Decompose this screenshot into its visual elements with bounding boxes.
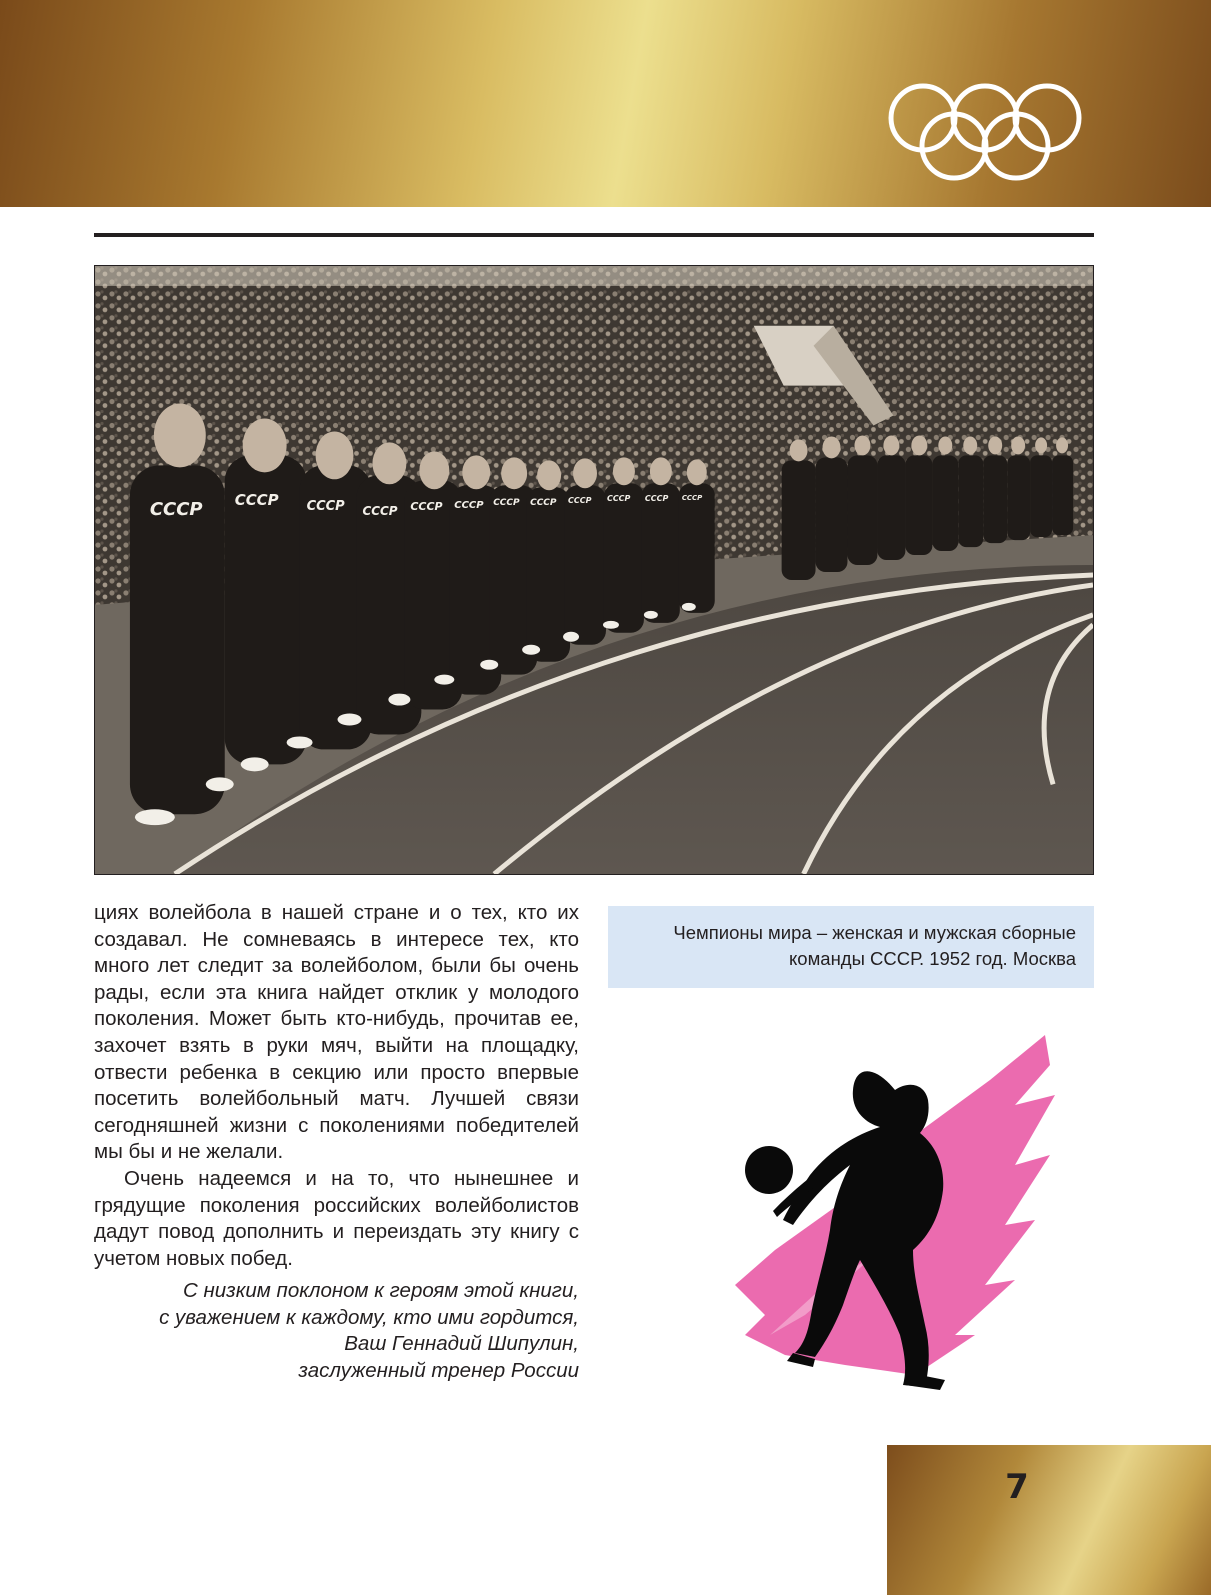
- jersey-label: СССР: [606, 494, 631, 504]
- jersey-label: СССР: [234, 491, 279, 510]
- author-signature: [94, 1278, 579, 1384]
- photo-caption: [608, 906, 1094, 988]
- jersey-label: СССР: [681, 494, 703, 503]
- jersey-label: СССР: [149, 499, 203, 521]
- jersey-label: СССР: [530, 498, 557, 509]
- ussr-team-parade-photo: [95, 266, 1093, 874]
- page-number-tab: [887, 1445, 1211, 1595]
- caption-line-1: Чемпионы мира – женская и мужская сборные: [673, 922, 1076, 943]
- olympic-rings-icon: [885, 82, 1085, 182]
- jersey-label: СССР: [410, 500, 443, 514]
- jersey-label: СССР: [568, 496, 592, 506]
- jersey-label: СССР: [644, 494, 669, 504]
- jersey-label: СССР: [362, 504, 398, 519]
- signature-line-1: С низким поклоном к героям этой книги,: [183, 1279, 579, 1302]
- body-text: [94, 900, 579, 1272]
- caption-line-2: команды СССР. 1952 год. Москва: [788, 948, 1076, 969]
- header-rule: [94, 233, 1094, 237]
- jersey-label: СССР: [454, 500, 484, 512]
- signature-line-2: с уважением к каждому, кто ими гордится,: [159, 1305, 579, 1329]
- signature-line-4: заслуженный тренер России: [298, 1358, 579, 1382]
- body-paragraph-1: циях волейбола в нашей стране и о тех, кто их создавал. Не сомневаясь в интересе тех, кто много лет следит за волейболом, были бы очень рады, если эта книга найдет отклик у молодого поколения. Может быть кто-нибудь, прочитав ее, захочет взять в руки мяч, выйти на площадку, отвести ребенка в секцию или просто впервые посетить волейбольный матч. Лучшей связи сегодняшней жизни с поколениями победителей мы бы и не желали.: [94, 901, 579, 1164]
- jersey-label: СССР: [493, 498, 520, 509]
- volleyball-player-silhouette-icon: [715, 1035, 1075, 1415]
- signature-line-3: Ваш Геннадий Шипулин,: [344, 1332, 579, 1356]
- body-paragraph-2: Очень надеемся и на то, что нынешнее и грядущие поколения российских волейболистов дадут повод дополнить и переиздать эту книгу с учетом новых побед.: [94, 1166, 579, 1270]
- jersey-label: СССР: [306, 499, 345, 515]
- team-parade-photo: [94, 265, 1094, 875]
- page-number: 7: [1005, 1467, 1029, 1507]
- header-band: [0, 0, 1211, 207]
